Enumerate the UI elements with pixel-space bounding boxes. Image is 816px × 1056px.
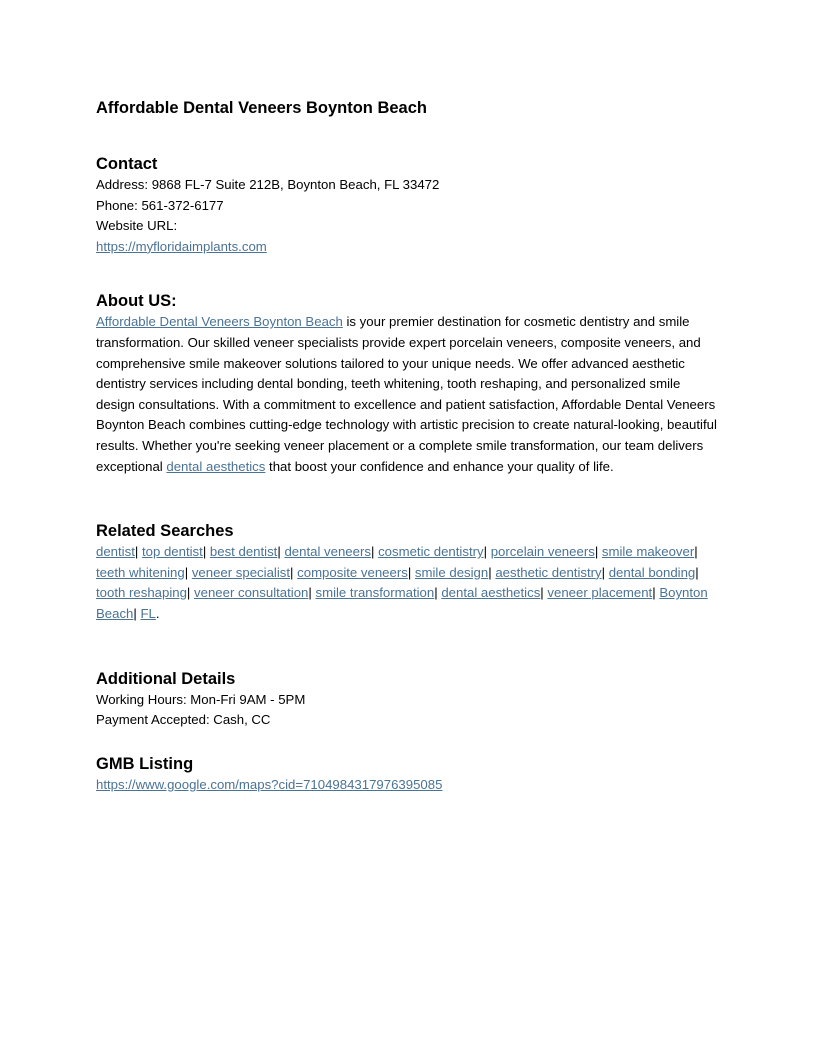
related-search-link[interactable]: veneer placement xyxy=(547,585,653,601)
related-separator: | xyxy=(290,564,298,580)
related-search-link[interactable]: dental bonding xyxy=(608,564,696,580)
about-text-2: that boost your confidence and enhance your quality of life. xyxy=(265,458,614,474)
related-search-link[interactable]: smile transformation xyxy=(315,585,435,601)
related-separator: | xyxy=(488,564,496,580)
website-link[interactable]: https://myfloridaimplants.com xyxy=(96,238,267,254)
related-search-link[interactable]: teeth whitening xyxy=(96,564,185,580)
gmb-link[interactable]: https://www.google.com/maps?cid=7104984317976395085 xyxy=(96,776,443,792)
related-search-link[interactable]: dental aesthetics xyxy=(441,585,541,601)
related-separator: | xyxy=(134,544,142,560)
contact-heading: Contact xyxy=(96,155,158,173)
phone-text: Phone: 561-372-6177 xyxy=(96,197,224,213)
website-label: Website URL: xyxy=(96,218,178,234)
about-aesthetics-link[interactable]: dental aesthetics xyxy=(166,458,266,474)
about-heading: About US: xyxy=(96,292,177,311)
related-separator: | xyxy=(133,605,141,621)
document-content xyxy=(96,96,722,795)
related-end-period: . xyxy=(155,605,160,621)
contact-section xyxy=(96,153,722,257)
working-hours-text: Working Hours: Mon-Fri 9AM - 5PM xyxy=(96,691,306,707)
related-search-link[interactable]: dental veneers xyxy=(284,544,371,560)
related-separator: | xyxy=(370,544,379,560)
related-search-link[interactable]: best dentist xyxy=(209,544,278,560)
related-separator: | xyxy=(184,564,192,580)
payment-text: Payment Accepted: Cash, CC xyxy=(96,712,271,728)
related-separator: | xyxy=(202,544,210,560)
related-search-link[interactable]: veneer consultation xyxy=(194,585,309,601)
gmb-heading: GMB Listing xyxy=(96,754,194,773)
related-separator: | xyxy=(695,564,699,580)
related-search-link[interactable]: smile design xyxy=(414,564,489,580)
related-separator: | xyxy=(277,544,285,560)
related-separator: | xyxy=(483,544,491,560)
additional-details-section xyxy=(96,668,722,731)
related-separator: | xyxy=(694,544,698,560)
related-search-link[interactable]: composite veneers xyxy=(297,564,408,580)
related-search-link[interactable]: FL xyxy=(140,605,156,621)
related-separator: | xyxy=(186,585,195,601)
about-text-1: is your premier destination for cosmetic dentistry and smile transformation. Our skilled veneer specialists provide expert porcelain veneers, composite veneers, and comprehensive smile makeover solutions tailored to your unique needs. We offer advanced aesthetic dentistry services including dental bonding, teeth whitening, tooth reshaping, and personalized smile design consultations. With a commitment to excellence and patient satisfaction, Affordable Dental Veneers Boynton Beach combines cutting-edge technology with artistic precision to create natural-looking, beautiful results. Whether you're seeking veneer placement or a complete smile transformation, our team delivers exceptional xyxy=(96,314,717,474)
related-separator: | xyxy=(652,585,660,601)
related-search-link[interactable]: porcelain veneers xyxy=(490,544,595,560)
page-title: Affordable Dental Veneers Boynton Beach xyxy=(96,99,427,117)
related-separator: | xyxy=(308,585,316,601)
additional-heading: Additional Details xyxy=(96,669,236,688)
related-search-link[interactable]: cosmetic dentistry xyxy=(378,544,484,560)
address-text: Address: 9868 FL-7 Suite 212B, Boynton Beach, FL 33472 xyxy=(96,177,440,192)
related-separator: | xyxy=(594,544,602,560)
related-search-link[interactable]: top dentist xyxy=(141,544,203,560)
related-searches-section xyxy=(96,520,722,624)
related-search-link[interactable]: smile makeover xyxy=(601,544,695,560)
related-separator: | xyxy=(407,564,415,580)
related-searches-list xyxy=(96,542,722,624)
related-heading: Related Searches xyxy=(96,522,234,541)
related-search-link[interactable]: Boynton Beach xyxy=(96,585,708,621)
about-paragraph xyxy=(96,312,722,477)
related-separator: | xyxy=(601,564,609,580)
about-business-link[interactable]: Affordable Dental Veneers Boynton Beach xyxy=(96,314,343,330)
related-separator: | xyxy=(434,585,442,601)
gmb-section xyxy=(96,753,722,796)
related-search-link[interactable]: aesthetic dentistry xyxy=(495,564,602,580)
related-search-link[interactable]: dentist xyxy=(96,544,135,560)
about-section xyxy=(96,290,722,477)
related-search-link[interactable]: veneer specialist xyxy=(191,564,291,580)
related-search-link[interactable]: tooth reshaping xyxy=(96,585,187,601)
related-separator: | xyxy=(540,585,548,601)
